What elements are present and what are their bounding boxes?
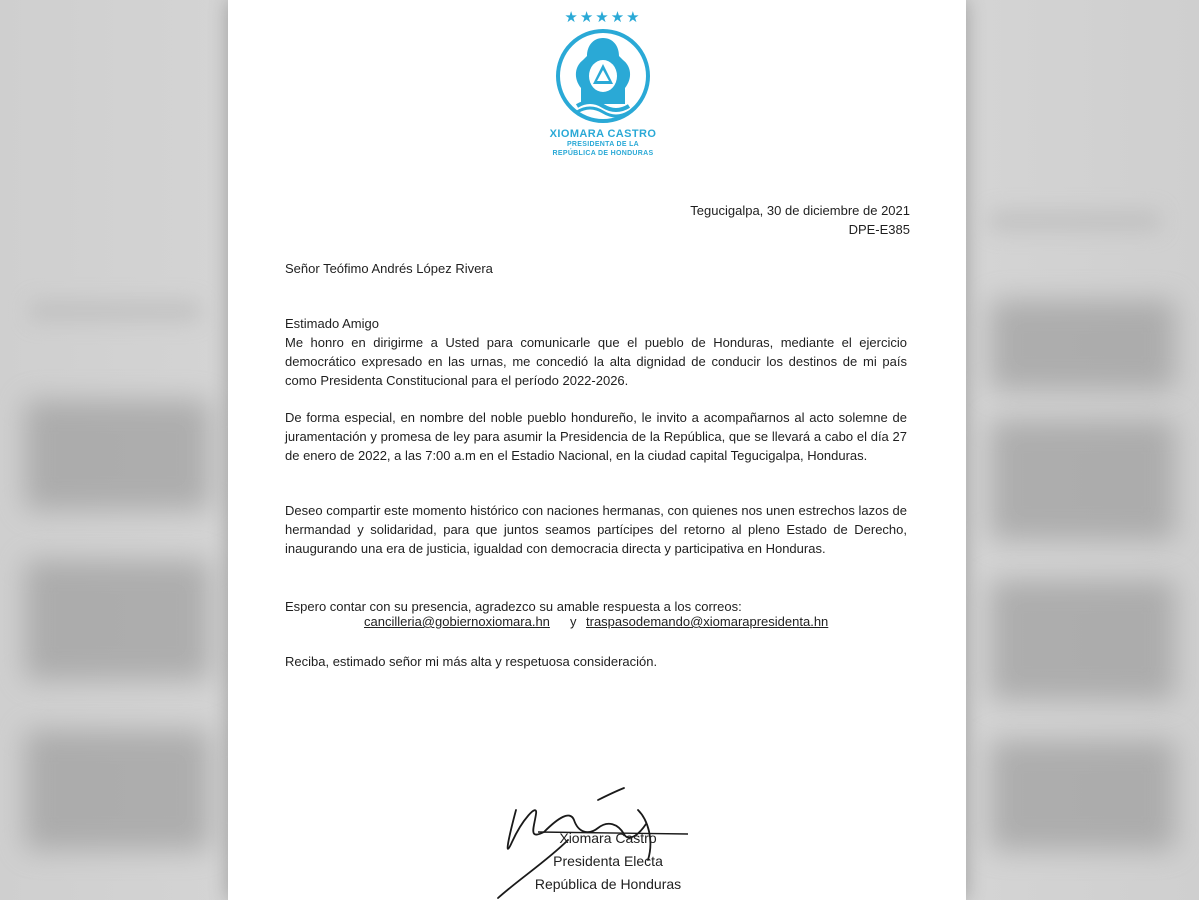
blurred-block	[25, 730, 210, 850]
paragraph-4: Espero contar con su presencia, agradezco su amable respuesta a los correos:	[285, 599, 742, 614]
blurred-block	[990, 300, 1175, 390]
paragraph-1: Me honro en dirigirme a Usted para comunicarle que el pueblo de Honduras, mediante el ejercicio democrático expresado en las urnas, me concedió la alta dignidad de conducir los destinos de mi país como Presidenta Constitucional para el período 2022-2026.	[285, 335, 907, 388]
letter-reference: DPE-E385	[848, 222, 910, 237]
signer-country: República de Honduras	[534, 876, 682, 892]
closing-paragraph: Reciba, estimado señor mi más alta y respetuosa consideración.	[285, 654, 658, 669]
blurred-strip	[30, 300, 200, 322]
stars-row: ★★★★★	[564, 9, 642, 26]
letter-page	[228, 0, 966, 900]
signer-title: Presidenta Electa	[553, 853, 663, 869]
paragraph-2: De forma especial, en nombre del noble pueblo hondureño, le invito a acompañarnos al acto solemne de juramentación y promesa de ley para asumir la Presidencia de la República, que se llevará a cabo el día 27 de enero de 2022, a las 7:00 a.m en el Estadio Nacional, en la ciudad capital Tegucigalpa, Honduras.	[285, 410, 907, 463]
email-link-traspaso[interactable]: traspasodemando@xiomarapresidenta.hn	[586, 614, 829, 629]
signature-block	[508, 827, 708, 896]
blurred-block	[25, 400, 210, 510]
signer-name: Xiomara Castro	[559, 830, 657, 846]
letter-date: Tegucigalpa, 30 de diciembre de 2021	[690, 203, 910, 218]
blurred-strip	[990, 210, 1160, 232]
recipient-name: Señor Teófimo Andrés López Rivera	[285, 261, 493, 276]
paragraph-3: Deseo compartir este momento histórico con naciones hermanas, con quienes nos unen estrechos lazos de hermandad y solidaridad, para que juntos seamos partícipes del retorno al pleno Estado de Derecho, inaugurando una era de justicia, igualdad con democracia directa y participativa en Honduras.	[285, 503, 907, 556]
blurred-block	[990, 580, 1175, 700]
logo-subtitle-2: REPÚBLICA DE HONDURAS	[552, 150, 654, 157]
email-link-cancilleria[interactable]: cancilleria@gobiernoxiomara.hn	[364, 614, 550, 629]
logo-name: XIOMARA CASTRO	[549, 128, 657, 140]
blurred-block	[25, 560, 210, 680]
presidential-logo	[548, 10, 658, 158]
logo-subtitle-1: PRESIDENTA DE LA	[566, 141, 640, 148]
blurred-block	[990, 420, 1175, 540]
seal-emblem-icon	[553, 26, 653, 126]
greeting: Estimado Amigo	[285, 316, 379, 331]
email-conjunction: y	[570, 614, 577, 629]
blurred-block	[990, 740, 1175, 850]
